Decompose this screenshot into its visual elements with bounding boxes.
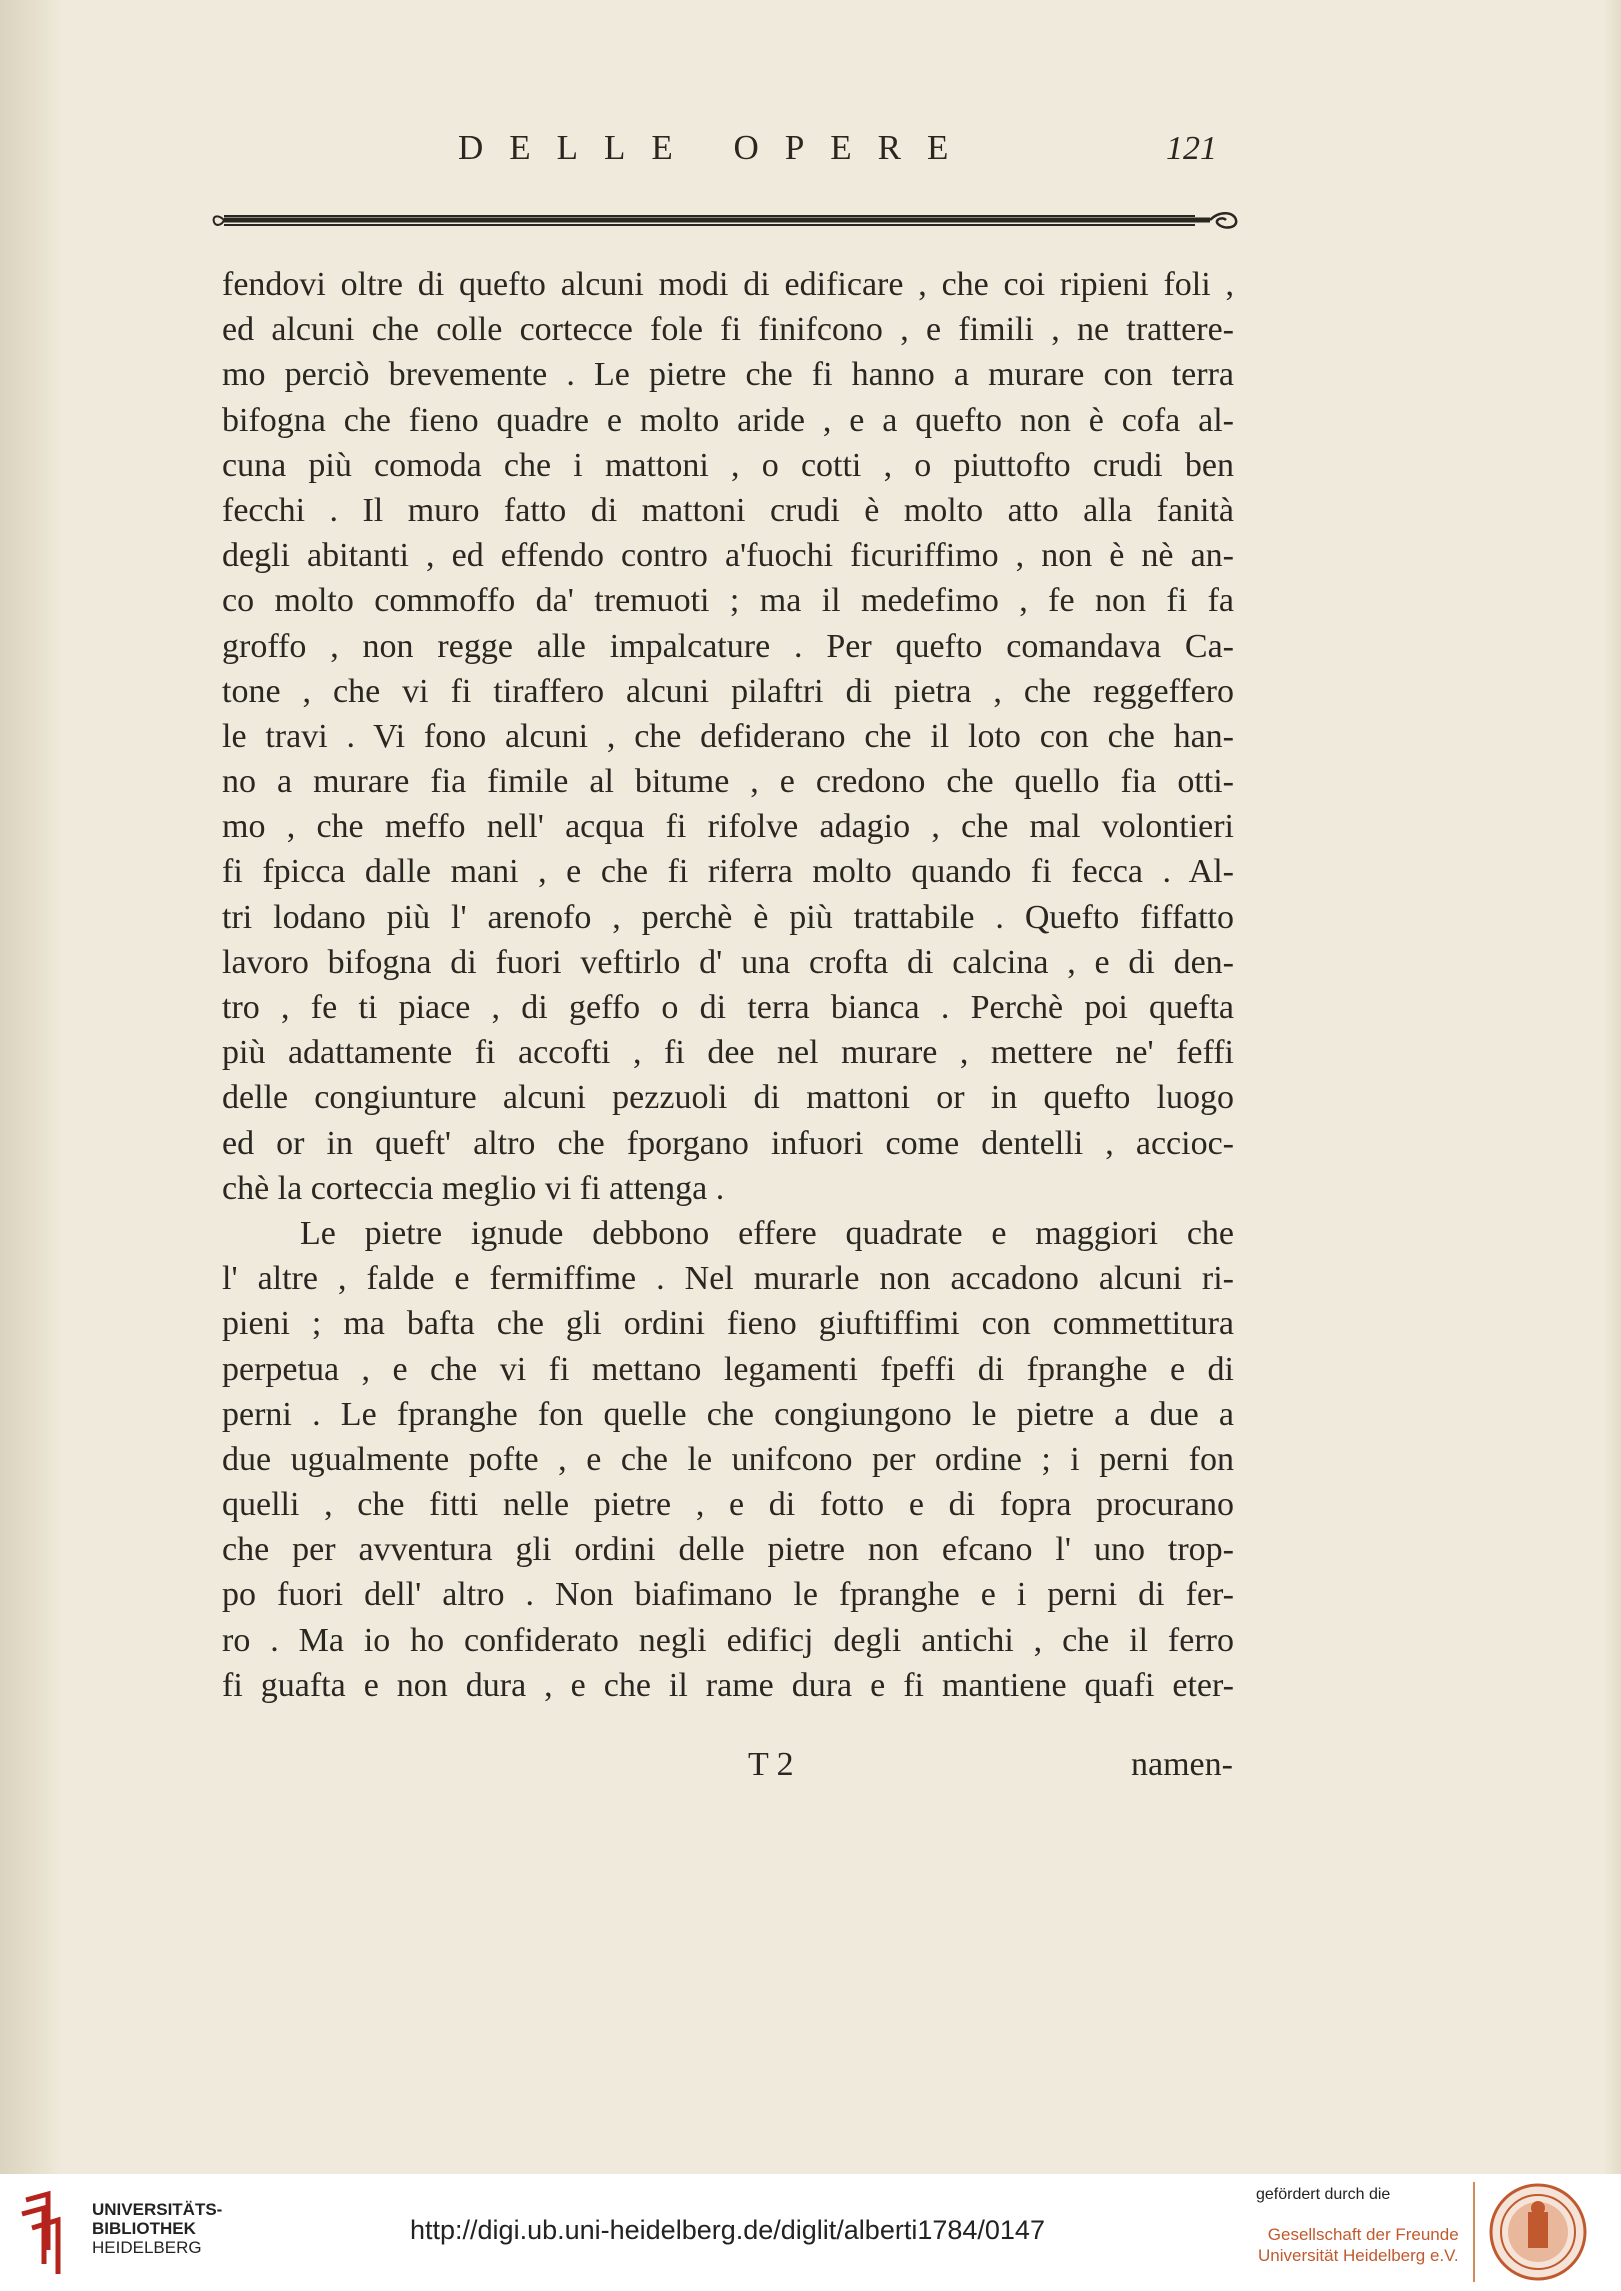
society-name-line: Universität Heidelberg e.V. (1258, 2246, 1459, 2265)
text-line: mo perciò brevemente . Le pietre che fi hanno a murare con terra (222, 356, 1234, 394)
text-line: pieni ; ma bafta che gli ordini fieno giuftiffimi con commettitura (222, 1305, 1234, 1343)
text-line: ro . Ma io ho confiderato negli edificj degli antichi , che il ferro (222, 1621, 1234, 1659)
text-line: chè la corteccia meglio vi fi attenga . (222, 1169, 725, 1207)
library-name-line: BIBLIOTHEK (92, 2219, 196, 2238)
text-line: lavoro bifogna di fuori veftirlo d' una crofta di calcina , e di den- (222, 943, 1234, 981)
running-head: DELLE OPERE (458, 128, 975, 167)
text-line: Le pietre ignude debbono effere quadrate e maggiori che (300, 1214, 1234, 1252)
text-line: più adattamente fi accofti , fi dee nel murare , mettere ne' feffi (222, 1034, 1234, 1072)
text-line: bifogna che fieno quadre e molto aride , e a quefto non è cofa al- (222, 401, 1234, 439)
text-line: tone , che vi fi tiraffero alcuni pilaftri di pietra , che reggeffero (222, 672, 1234, 710)
catchword: namen- (1131, 1746, 1233, 1783)
university-seal-icon[interactable] (1488, 2182, 1588, 2282)
library-logo-icon[interactable] (18, 2190, 70, 2278)
society-name-line: Gesellschaft der Freunde (1267, 2225, 1459, 2244)
text-line: fi guafta e non dura , e che il rame dura e fi mantiene quafi eter- (222, 1666, 1234, 1704)
page-number: 121 (1166, 130, 1217, 167)
text-line: perni . Le fpranghe fon quelle che congiungono le pietre a due a (222, 1395, 1234, 1433)
text-line: mo , che meffo nell' acqua fi rifolve adagio , che mal volontieri (222, 808, 1234, 846)
signature-mark: T 2 (748, 1746, 794, 1783)
ornamental-rule (210, 200, 1245, 240)
library-name-line: UNIVERSITÄTS- (92, 2200, 223, 2219)
text-line: co molto commoffo da' tremuoti ; ma il medefimo , fe non fi fa (222, 582, 1234, 620)
text-line: ed alcuni che colle cortecce fole fi finifcono , e fimili , ne trattere- (222, 311, 1234, 349)
text-line: due ugualmente pofte , e che le unifcono per ordine ; i perni fon (222, 1440, 1234, 1478)
text-line: fi fpicca dalle mani , e che fi riferra molto quando fi fecca . Al- (222, 853, 1234, 891)
library-name-line: HEIDELBERG (92, 2238, 202, 2257)
text-line: fecchi . Il muro fatto di mattoni crudi è molto atto alla fanità (222, 491, 1234, 529)
text-line: ed or in queft' altro che fporgano infuori come dentelli , accioc- (222, 1124, 1234, 1162)
text-line: degli abitanti , ed effendo contro a'fuochi ficuriffimo , non è nè an- (222, 537, 1234, 575)
text-line: l' altre , falde e fermiffime . Nel murarle non accadono alcuni ri- (222, 1260, 1234, 1298)
library-name[interactable] (92, 2200, 222, 2257)
text-line: groffo , non regge alle impalcature . Per quefto comandava Ca- (222, 627, 1234, 665)
text-line: no a murare fia fimile al bitume , e credono che quello fia otti- (222, 763, 1234, 801)
text-line: po fuori dell' altro . Non biafimano le fpranghe e i perni di fer- (222, 1576, 1234, 1614)
text-line: quelli , che fitti nelle pietre , e di fotto e di fopra procurano (222, 1486, 1234, 1524)
sponsor-label: gefördert durch die (1256, 2186, 1391, 2203)
footer-divider (1473, 2182, 1475, 2282)
text-line: che per avventura gli ordini delle pietre non efcano l' uno trop- (222, 1531, 1234, 1569)
text-line: le travi . Vi fono alcuni , che defiderano che il loto con che han- (222, 717, 1234, 755)
permalink-url[interactable]: http://digi.ub.uni-heidelberg.de/diglit/alberti1784/0147 (410, 2215, 1045, 2245)
text-line: delle congiunture alcuni pezzuoli di mattoni or in quefto luogo (222, 1079, 1234, 1117)
text-line: perpetua , e che vi fi mettano legamenti fpeffi di fpranghe e di (222, 1350, 1234, 1388)
binding-gutter (0, 0, 62, 2174)
text-line: fendovi oltre di quefto alcuni modi di edificare , che coi ripieni foli , (222, 266, 1234, 303)
body-text (222, 262, 1234, 1708)
page-edge (1603, 0, 1621, 2174)
text-line: cuna più comoda che i mattoni , o cotti , o piuttofto crudi ben (222, 446, 1234, 484)
text-line: tri lodano più l' arenofo , perchè è più trattabile . Quefto fiffatto (222, 898, 1234, 936)
society-name[interactable] (1258, 2224, 1459, 2266)
text-line: tro , fe ti piace , di geffo o di terra bianca . Perchè poi quefta (222, 989, 1234, 1026)
